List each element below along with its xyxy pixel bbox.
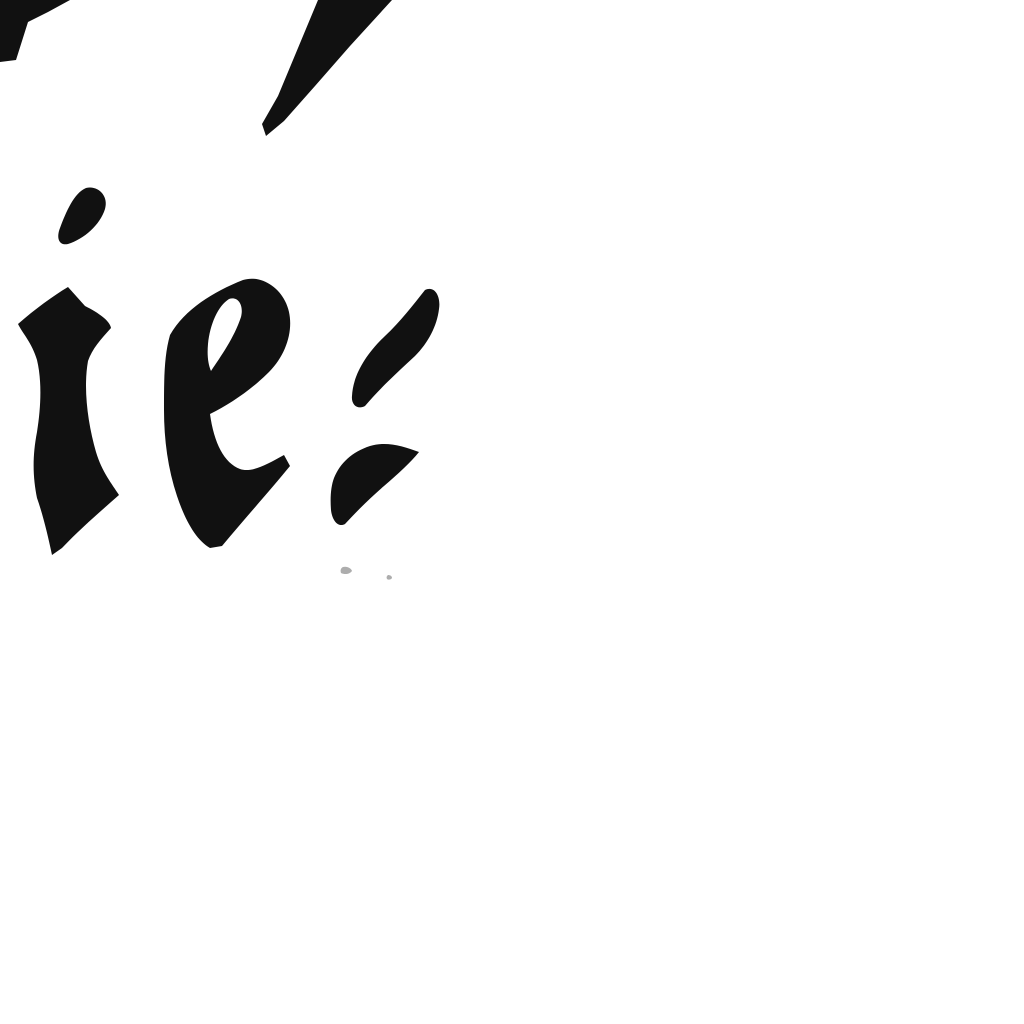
letter-e — [164, 279, 290, 548]
partial-stroke-top — [262, 0, 392, 136]
letter-i-stem — [18, 287, 119, 555]
ink-speck — [387, 575, 392, 580]
colon-upper-mark — [352, 289, 439, 408]
ink-speck — [341, 567, 352, 574]
letter-i-dot — [58, 188, 106, 245]
colon-lower-mark — [331, 444, 419, 525]
partial-glyph-top-left — [0, 0, 70, 62]
